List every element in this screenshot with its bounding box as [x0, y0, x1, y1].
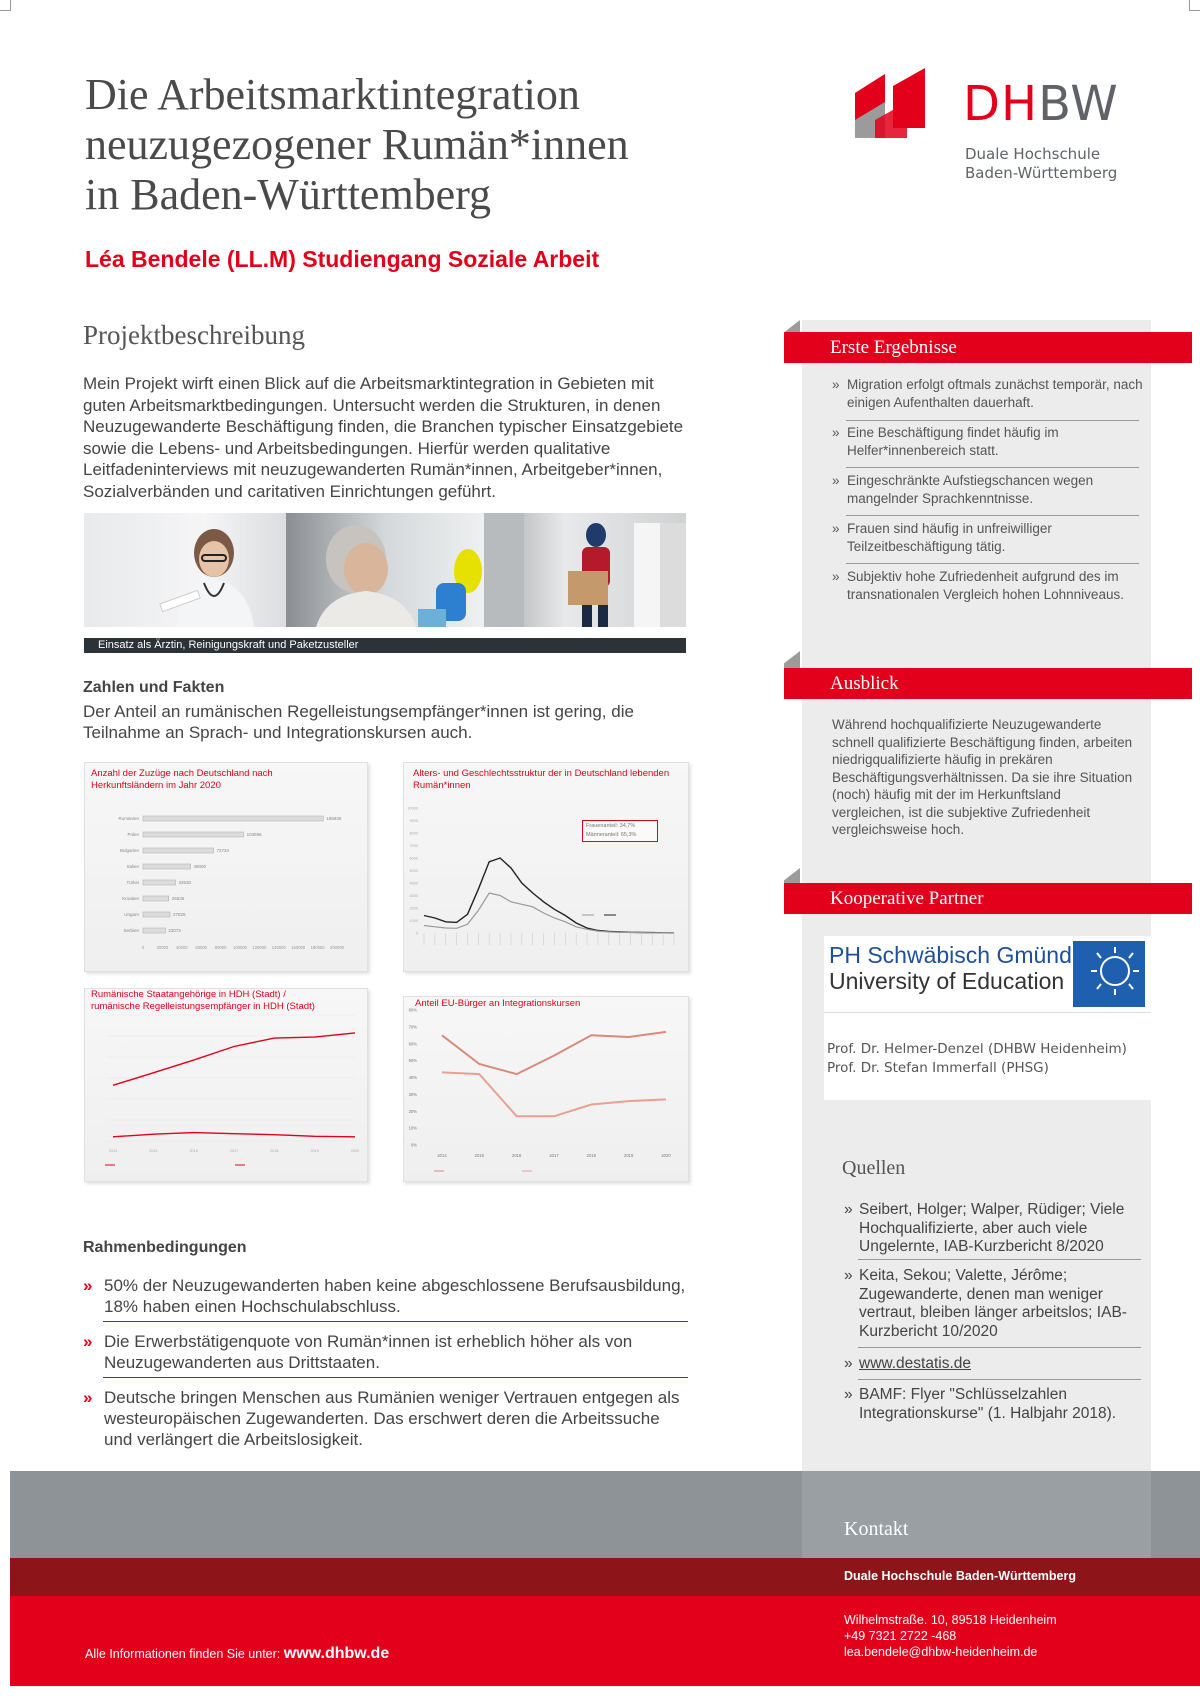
footer-address: Wilhelmstraße. 10, 89518 Heidenheim: [844, 1613, 1057, 1627]
bar-category-label: Polen: [127, 832, 139, 837]
logo-subtitle-1: Duale Hochschule: [965, 145, 1101, 163]
chart-hdh: [84, 988, 368, 1182]
partner-heading: Kooperative Partner: [784, 883, 1192, 914]
y-tick-label: 40%: [408, 1075, 417, 1080]
chart-1-plot: [85, 763, 367, 971]
ph-logo-subtitle: University of Education: [829, 968, 1065, 994]
kontakt-heading: Kontakt: [844, 1518, 909, 1540]
y-tick-label: 10000: [407, 806, 418, 811]
bar-category-label: Bulgarien: [119, 848, 139, 853]
y-tick-label: 1000: [409, 919, 418, 923]
crop-mark-top-right: [1189, 0, 1200, 11]
bar-category-label: Rumänien: [118, 816, 139, 821]
y-tick-label: 8000: [409, 831, 418, 836]
quelle-text: Seibert, Holger; Walper, Rüdiger; Viele Hochqualifizierte, aber auch viele Ungelernte, IAB-Kurzbericht 8/2020: [859, 1201, 1125, 1255]
bar: [143, 848, 214, 853]
title-line-3: in Baden-Württemberg: [85, 170, 492, 219]
x-tick-label: 160000: [291, 945, 306, 950]
x-tick-label: 80000: [214, 945, 227, 950]
y-tick-label: 2000: [409, 906, 418, 911]
y-tick-label: 60%: [408, 1041, 417, 1047]
quelle-text: BAMF: Flyer "Schlüsselzahlen Integrationskurse" (1. Halbjahr 2018).: [859, 1386, 1117, 1422]
bar: [143, 928, 165, 933]
x-tick-label: 2020: [350, 1149, 360, 1153]
poster-title: [85, 70, 725, 220]
footer-phone: +49 7321 2722 -468: [844, 1629, 957, 1643]
partner-professors: [827, 1040, 1127, 1078]
logo-brand-bw: BW: [1038, 76, 1119, 132]
chart-2-title: Alters- und Geschlechtsstruktur der in Deutschland lebenden Rumän*innen: [413, 768, 670, 791]
partner-prof-1: Prof. Dr. Helmer-Denzel (DHBW Heidenheim): [827, 1041, 1127, 1057]
quelle-divider: [858, 1379, 1141, 1380]
project-description: Mein Projekt wirft einen Blick auf die Arbeitsmarktintegration in Gebieten mit guten Arbeitsmarktbedingungen. Untersucht werden die Strukturen, in denen Neuzugewanderte Beschäftigung finden, die Branchen typischer Einsatzgebiete sowie die Lebens- und Arbeitsbedingungen. Hierfür werden qualitative Leitfadeninterviews mit neuzugewanderten Rumän*innen, Arbeitgeber*innen, Sozialverbänden und caritativen Einrichtungen geführt.: [83, 374, 684, 501]
bullet-icon: »: [83, 1388, 93, 1407]
y-tick-label: 4000: [409, 881, 418, 886]
bullet-icon: »: [844, 1201, 853, 1218]
chart-4-title: Anteil EU-Bürger an Integrationskursen: [415, 998, 581, 1009]
destatis-link[interactable]: www.destatis.de: [859, 1355, 971, 1372]
bar-value-label: 72734: [216, 848, 230, 853]
bar-value-label: 33530: [178, 880, 192, 885]
y-tick-label: 7000: [409, 844, 418, 848]
chart-2-plot: [404, 763, 688, 971]
series-line-2: [424, 893, 674, 933]
x-tick-label: 2017: [549, 1153, 559, 1158]
footer-institution: Duale Hochschule Baden-Württemberg: [844, 1569, 1076, 1583]
chart-3-title: Rumänische Staatangehörige in HDH (Stadt) / rumänische Regelleistungsempfänger in HDH (Stadt): [91, 989, 315, 1012]
facts-heading: Zahlen und Fakten: [83, 679, 225, 696]
ph-logo-icon: [1073, 941, 1145, 1007]
rahmen-item-text: 50% der Neuzugewanderten haben keine abgeschlossene Berufsausbildung, 18% haben einen Hochschulabschluss.: [104, 1276, 686, 1316]
bar-category-label: Italien: [126, 864, 139, 869]
annotation-maenner: Männeranteil: 65,3%: [586, 832, 637, 838]
ausblick-text: Während hochqualifizierte Neuzugewanderte schnell qualifizierte Beschäftigung finden, arbeiten niedrigqualifizierte häufig in prekären Beschäftigungsverhältnissen. Da sie ihre Situation (noch) häufig mit der im Herkunftsland vergleichen, ist die subjektive Zufriedenheit vergleichsweise hoch.: [832, 717, 1133, 837]
bullet-icon: »: [832, 377, 840, 392]
bullet-icon: »: [832, 425, 840, 440]
project-heading: Projektbeschreibung: [83, 320, 305, 350]
bullet-icon: »: [83, 1276, 93, 1295]
rahmen-item-text: Deutsche bringen Menschen aus Rumänien weniger Vertrauen entgegen als westeuropäischen Zugewanderten. Das erschwert deren die Arbeitssuche und verlängert die Arbeitslosigkeit.: [104, 1388, 680, 1449]
photo-doctor: [84, 513, 286, 627]
quelle-divider: [858, 1259, 1141, 1260]
footer-contact: [844, 1612, 1057, 1660]
bar-category-label: Ungarn: [124, 912, 139, 917]
x-tick-label: 2014: [108, 1149, 118, 1153]
logo-brand-dh: DH: [963, 76, 1039, 132]
bar: [143, 816, 323, 821]
x-tick-label: 2015: [149, 1149, 158, 1153]
ergebnisse-heading: Erste Ergebnisse: [784, 332, 1192, 363]
photo-cleaner: [286, 513, 484, 627]
quellen-heading: Quellen: [842, 1157, 906, 1179]
rahmen-divider: [103, 1321, 688, 1322]
x-tick-label: 180000: [310, 945, 325, 950]
x-tick-label: 140000: [271, 945, 286, 950]
y-tick-label: 0%: [410, 1142, 417, 1148]
bullet-icon: »: [844, 1386, 853, 1403]
bar-category-label: Türkei: [126, 880, 139, 885]
bar-category-label: Serbien: [123, 928, 139, 933]
x-tick-label: 20000: [156, 945, 169, 950]
x-tick-label: 0: [141, 945, 145, 950]
bar: [143, 896, 169, 901]
rahmen-heading: Rahmenbedingungen: [83, 1239, 247, 1256]
y-tick-label: 9000: [409, 819, 418, 823]
quelle-text: Keita, Sekou; Valette, Jérôme; Zugewanderte, denen man weniger vertraut, bleiben länger arbeitslos; IAB-Kurzbericht 10/2020: [859, 1267, 1127, 1340]
y-tick-label: 6000: [409, 856, 418, 861]
chart-altersstruktur: [403, 762, 689, 972]
photo-courier: [484, 513, 686, 627]
series-line-1: [113, 1033, 355, 1085]
x-tick-label: 2019: [624, 1153, 634, 1158]
bar: [143, 832, 244, 837]
ergebnis-divider: [846, 563, 1139, 564]
dhbw-logo: [855, 68, 1135, 188]
y-tick-label: 50%: [408, 1058, 417, 1064]
chart-1-title: Anzahl der Zuzüge nach Deutschland nach Herkunftsländern im Jahr 2020: [91, 768, 273, 791]
footer-grey-band-right: [802, 1471, 1151, 1558]
y-tick-label: 10%: [408, 1125, 417, 1131]
chart-integrationskurse: [403, 996, 689, 1182]
y-tick-label: 5000: [409, 869, 418, 873]
series-line-2: [442, 1072, 666, 1116]
x-tick-label: 2019: [310, 1149, 319, 1153]
ausblick-heading: Ausblick: [784, 668, 1192, 699]
bullet-icon: »: [844, 1267, 853, 1284]
rahmen-item-text: Die Erwerbstätigenquote von Rumän*innen ist erheblich höher als von Neuzugewanderten aus Drittstaaten.: [104, 1332, 633, 1372]
x-tick-label: 40000: [175, 945, 188, 950]
bar-value-label: 49000: [193, 864, 207, 869]
bullet-icon: »: [83, 1332, 93, 1351]
bar-value-label: 185936: [326, 816, 342, 821]
y-tick-label: 3000: [409, 894, 418, 898]
crop-mark-top-left: [0, 0, 11, 11]
ergebnis-divider: [846, 467, 1139, 468]
x-tick-label: 100000: [233, 945, 247, 950]
quelle-divider: [858, 1347, 1141, 1348]
author-line: Léa Bendele (LL.M) Studiengang Soziale Arbeit: [85, 246, 600, 272]
bar-value-label: 103696: [246, 832, 262, 837]
dhbw-website-link[interactable]: www.dhbw.de: [283, 1645, 390, 1662]
logo-subtitle-2: Baden-Württemberg: [965, 164, 1118, 182]
bar-value-label: 27826: [172, 912, 186, 917]
x-tick-label: 2016: [512, 1153, 522, 1158]
x-tick-label: 2015: [474, 1153, 484, 1158]
ergebnis-divider: [846, 420, 1139, 421]
rahmen-divider: [103, 1377, 688, 1378]
facts-text: Der Anteil an rumänischen Regelleistungsempfänger*innen ist gering, die Teilnahme an Sprach- und Integrationskursen auch.: [83, 702, 634, 742]
bullet-icon: »: [832, 569, 840, 584]
ergebnis-divider: [846, 515, 1139, 516]
footer-email[interactable]: lea.bendele@dhbw-heidenheim.de: [844, 1645, 1038, 1659]
ergebnis-text: Eine Beschäftigung findet häufig im Helfer*innenbereich statt.: [847, 425, 1059, 458]
footer-info-prefix: Alle Informationen finden Sie unter:: [85, 1647, 281, 1661]
x-tick-label: 120000: [252, 945, 267, 950]
y-tick-label: 20%: [408, 1108, 417, 1114]
y-tick-label: 30%: [408, 1091, 417, 1097]
x-tick-label: 2018: [586, 1153, 596, 1158]
x-tick-label: 2016: [189, 1149, 198, 1153]
partner-box-rule: [824, 1012, 1151, 1013]
series-line-1: [424, 858, 674, 933]
bullet-icon: »: [844, 1355, 853, 1372]
annotation-frauen: Frauenanteil: 34,7%: [586, 823, 636, 829]
ergebnis-text: Frauen sind häufig in unfreiwilliger Teilzeitbeschäftigung tätig.: [847, 521, 1052, 554]
ergebnis-text: Eingeschränkte Aufstiegschancen wegen mangelnder Sprachkenntnisse.: [847, 473, 1094, 506]
x-tick-label: 60000: [195, 945, 208, 950]
ph-logo-name: PH Schwäbisch Gmünd: [829, 942, 1072, 968]
footer-info: [85, 1645, 389, 1663]
photo-strip: [84, 513, 686, 627]
series-line-2: [113, 1133, 355, 1137]
ergebnis-text: Subjektiv hohe Zufriedenheit aufgrund des im transnationalen Vergleich hohen Lohnniveaus.: [847, 569, 1124, 602]
x-tick-label: 2017: [229, 1149, 239, 1153]
y-tick-label: 80%: [408, 1007, 417, 1013]
x-tick-label: 2020: [661, 1153, 671, 1158]
bar-value-label: 26536: [171, 896, 185, 901]
bullet-icon: »: [832, 521, 840, 536]
bullet-icon: »: [832, 473, 840, 488]
title-line-1: Die Arbeitsmarktintegration: [85, 70, 580, 119]
bar: [143, 880, 176, 885]
y-tick-label: 70%: [408, 1024, 417, 1030]
bar-category-label: Kroatien: [122, 896, 139, 901]
chart-4-plot: [404, 997, 688, 1181]
bar-value-label: 23072: [168, 928, 181, 933]
y-tick-label: 0: [415, 931, 418, 936]
series-line-1: [442, 1032, 666, 1074]
bar: [143, 864, 191, 869]
chart-2-annotation: [582, 820, 658, 842]
chart-zuzuege: [84, 762, 368, 972]
x-tick-label: 2014: [437, 1153, 447, 1158]
chart-3-plot: [85, 989, 367, 1181]
ergebnis-text: Migration erfolgt oftmals zunächst temporär, nach einigen Aufenthalten dauerhaft.: [847, 377, 1143, 410]
x-tick-label: 2018: [270, 1149, 279, 1153]
photo-caption: Einsatz als Ärztin, Reinigungskraft und Paketzusteller: [84, 638, 686, 653]
x-tick-label: 200000: [330, 945, 344, 950]
title-line-2: neuzugezogener Rumän*innen: [85, 120, 629, 169]
partner-prof-2: Prof. Dr. Stefan Immerfall (PHSG): [827, 1060, 1049, 1076]
bar: [143, 912, 170, 917]
